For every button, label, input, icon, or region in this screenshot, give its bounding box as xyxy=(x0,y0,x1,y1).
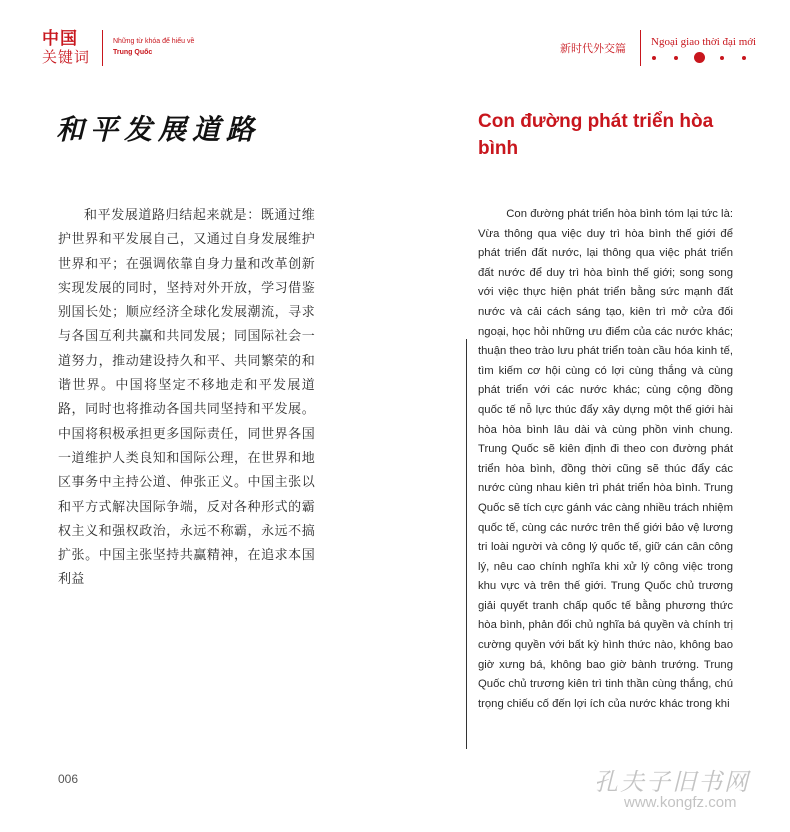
dot-active-icon xyxy=(694,52,705,63)
dot-icon xyxy=(652,56,656,60)
article-title-vi: Con đường phát triển hòa bình xyxy=(478,111,714,159)
section-label-vi: Ngoại giao thời đại mới xyxy=(651,36,757,48)
header-divider-right xyxy=(640,30,641,66)
dot-icon xyxy=(674,56,678,60)
dot-icon xyxy=(720,56,724,60)
logo-vi-line2: Trung Quốc xyxy=(113,49,153,56)
article-body-vi: Con đường phát triển hòa bình tóm lại tức là: Vừa thông qua việc duy trì hòa bình thế giới để phát triển đất nước, lại thông qua việc phát triển đất nước để duy trì hòa bình thế giới; song song với việc thực hiện phát triển bằng sức mạnh đất nước và cải cách sáng tạo, kiên trì mở cửa đối ngoại, học hỏi những ưu điểm của các nước khác; thuận theo trào lưu phát triển toàn cầu hóa kinh tế, tìm kiếm cơ hội cùng có lợi cùng thắng và cùng phát triển với các nước khác; cùng cộng đồng quốc tế nỗ lực thúc đẩy xây dựng một thế giới hài hòa hòa bình lâu dài và cùng phồn vinh chung. Trung Quốc sẽ kiên định đi theo con đường phát triển hòa bình, đồng thời cũng sẽ thúc đẩy các nước cùng nhau kiên trì phát triển hòa bình. Trung Quốc sẽ tích cực gánh vác càng nhiều trách nhiệm quốc tế, cùng các nước trên thế giới bảo vệ lương tri loài người và công lý quốc tế, giữ cán cân công lý, nêu cao chính nghĩa khi xử lý công việc trong khu vực và trên thế giới. Trung Quốc chủ trương giải quyết tranh chấp quốc tế bằng phương thức hòa bình, phản đối chủ nghĩa bá quyền và chính trị cường quyền với bất kỳ hình thức nào, không bao giờ xưng bá, không bao giờ bành trướng. Trung Quốc chủ trương kiên trì tinh thần cùng thắng, chú trọng chiếu cố đến lợi ích của nước khác trong khi xyxy=(478,208,733,710)
logo-vi-line1: Những từ khóa để hiểu về xyxy=(113,38,195,45)
page-number: 006 xyxy=(58,772,79,786)
logo-cn-line2: 关键词 xyxy=(42,48,91,66)
section-label-cn: 新时代外交篇 xyxy=(560,42,626,55)
watermark-cn: 孔夫子旧书网 xyxy=(594,768,750,796)
margin-rule xyxy=(466,339,467,749)
article-body-cn: 和平发展道路归结起来就是：既通过维护世界和平发展自己，又通过自身发展维护世界和平；在强调依靠自身力量和改革创新实现发展的同时，坚持对外开放，学习借鉴别国长处；顺应经济全球化发展潮流，寻求与各国互利共赢和共同发展；同国际社会一道努力，推动建设持久和平、共同繁荣的和谐世界。中国将坚定不移地走和平发展道路，同时也将推动各国共同坚持和平发展。中国将积极承担更多国际责任，同世界各国一道维护人类良知和国际公理，在世界和地区事务中主持公道、伸张正义。中国主张以和平方式解决国际争端，反对各种形式的霸权主义和强权政治，永远不称霸，永远不搞扩张。中国主张坚持共赢精神，在追求本国利益 xyxy=(58,208,315,588)
section-dots-indicator xyxy=(650,51,750,65)
watermark-url: www.kongfz.com xyxy=(624,794,737,811)
logo-cn-line1: 中国 xyxy=(42,29,78,49)
dot-icon xyxy=(742,56,746,60)
header-divider-left xyxy=(102,30,103,66)
article-title-cn: 和平发展道路 xyxy=(56,113,261,146)
